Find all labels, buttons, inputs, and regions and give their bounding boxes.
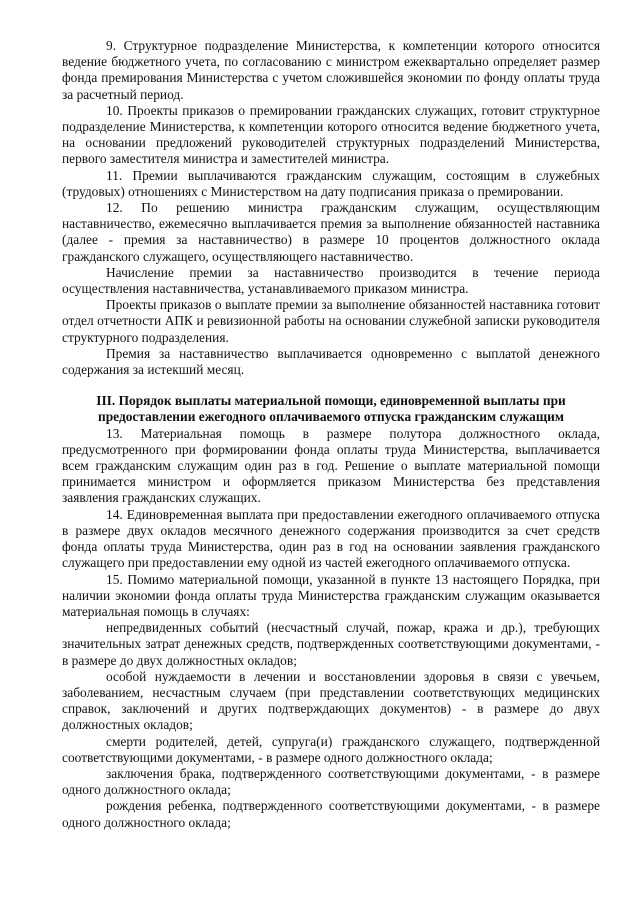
case-death-of-relatives: смерти родителей, детей, супруга(и) гражданского служащего, подтвержденной соответствующими документами, - в размере одного должностного оклада; (62, 733, 600, 765)
section-heading: III. Порядок выплаты материальной помощи, единовременной выплаты при предоставлении ежегодного оплачиваемого отпуска гражданским служащим (96, 393, 566, 425)
paragraph-9: 9. Структурное подразделение Министерства, к компетенции которого относится ведение бюджетного учета, по согласованию с министром ежеквартально определяет размер фонда премирования Министерства с учетом сложившейся экономии по фонду оплаты труда за расчетный период. (62, 38, 600, 102)
paragraph-13: 13. Материальная помощь в размере полутора должностного оклада, предусмотренного при формировании фонда оплаты труда Министерства, выплачивается всем гражданским служащим один раз в год. Решение о выплате материальной помощи принимается министром и оформляется приказом Министерства без представления заявления гражданских служащих. (62, 425, 600, 506)
paragraph-15: 15. Помимо материальной помощи, указанной в пункте 13 настоящего Порядка, при наличии экономии фонда оплаты труда Министерства гражданским служащим оказывается материальная помощь в случаях: (62, 571, 600, 619)
paragraph-10: 10. Проекты приказов о премировании гражданских служащих, готовит структурное подразделение Министерства, к компетенции которого относится ведение бюджетного учета, на основании предложений руководителей структурных подразделений Министерства, первого заместителя министра и заместителей министра. (62, 102, 600, 167)
paragraph-14: 14. Единовременная выплата при предоставлении ежегодного оплачиваемого отпуска в размере двух окладов месячного денежного содержания производится за счет средств фонда оплаты труда Министерства, один раз в год на основании заявления гражданского служащего при предоставлении ему одной из частей ежегодного оплачиваемого отпуска. (62, 506, 600, 571)
paragraph-12-drafts: Проекты приказов о выплате премии за выполнение обязанностей наставника готовит отдел отчетности АПК и ревизионной работы на основании служебной записки руководителя структурного подразделения. (62, 297, 600, 345)
paragraph-12-accrual: Начисление премии за наставничество производится в течение периода осуществления наставничества, устанавливаемого приказом министра. (62, 264, 600, 297)
paragraph-12-payment: Премия за наставничество выплачивается одновременно с выплатой денежного содержания за истекший месяц. (62, 345, 600, 378)
paragraph-11: 11. Премии выплачиваются гражданским служащим, состоящим в служебных (трудовых) отношениях с Министерством на дату подписания приказа о премировании. (62, 167, 600, 199)
case-marriage: заключения брака, подтвержденного соответствующими документами, - в размере одного должностного оклада; (62, 765, 600, 798)
case-unforeseen-events: непредвиденных событий (несчастный случай, пожар, кража и др.), требующих значительных затрат денежных средств, подтвержденных соответствующими документами, - в размере до двух должностных окладов; (62, 620, 600, 668)
paragraph-12: 12. По решению министра гражданским служащим, осуществляющим наставничество, ежемесячно выплачивается премия за выполнение обязанностей наставника (далее - премия за наставничество) в размере 10 процентов должностного оклада гражданского служащего, осуществляющего наставничество. (62, 200, 600, 264)
case-medical-need: особой нуждаемости в лечении и восстановлении здоровья в связи с увечьем, заболеванием, несчастным случаем (при представлении соответствующих медицинских справок, заключений и других подтверждающих документов) - в размере до двух должностных окладов; (62, 668, 600, 733)
case-childbirth: рождения ребенка, подтвержденного соответствующими документами, - в размере одного должностного оклада; (62, 798, 600, 830)
